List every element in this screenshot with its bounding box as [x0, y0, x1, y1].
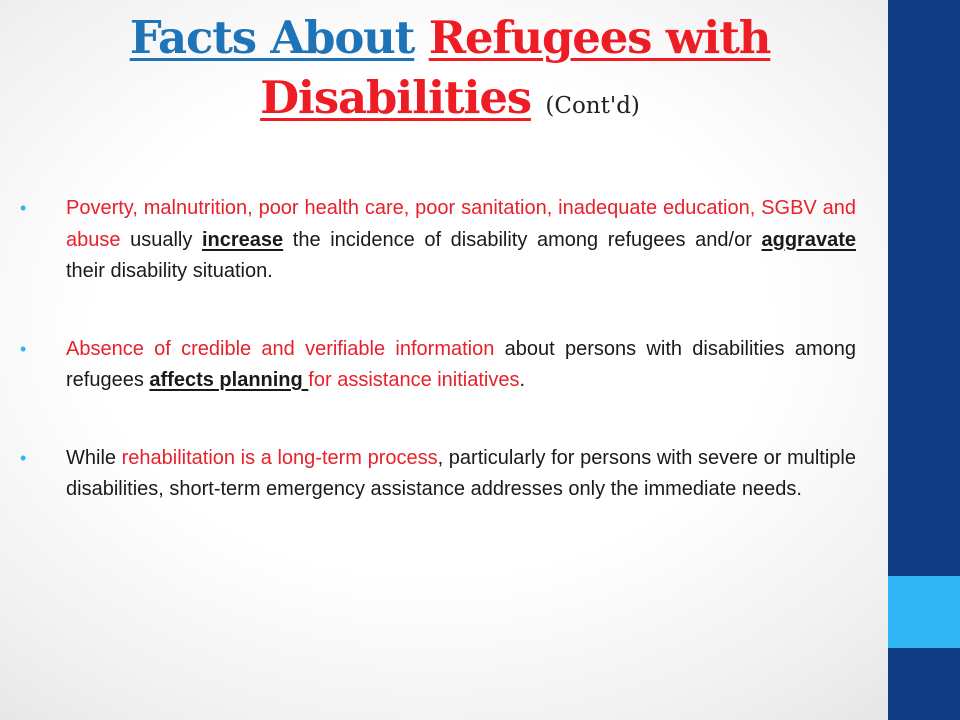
bullet-2-emphasis-affects-planning: affects planning [149, 369, 309, 391]
bullet-dot-icon: • [20, 447, 27, 468]
bullet-list [20, 193, 856, 552]
bullet-1-red-phrase: Poverty, malnutrition, poor health care, poor sanitation, inadequate education, SGBV and abuse [66, 197, 856, 251]
title-part-refugees-with: Refugees with [428, 11, 771, 64]
bullet-dot-icon: • [20, 338, 27, 359]
bullet-1-text: usually [120, 228, 202, 251]
title-suffix: (Cont'd) [545, 93, 640, 119]
bullet-2-red-phrase: Absence of credible and verifiable information [66, 337, 495, 360]
bullet-1-text: their disability situation. [66, 260, 273, 282]
bullet-3-text: , particularly for persons with severe or multiple disabilities, short-term emergency assistance addresses only the immediate needs. [66, 446, 856, 500]
bullet-1-text: the incidence of disability among refugees and/or [283, 228, 762, 251]
bullet-item-2 [20, 334, 856, 397]
bullet-2-text: . [519, 369, 526, 391]
bullet-dot-icon: • [20, 198, 27, 218]
title-part-disabilities: Disabilities [260, 71, 531, 124]
bullet-2-text: about persons with disabilities among refugees [66, 337, 856, 391]
title-part-facts-about: Facts About [129, 11, 415, 64]
bullet-item-3 [20, 443, 856, 506]
bullet-3-red-phrase: rehabilitation is a long-term process [121, 446, 438, 469]
bullet-2-red-phrase: for assistance initiatives [308, 369, 520, 391]
slide-title [40, 8, 860, 136]
bullet-item-1 [20, 193, 856, 288]
bullet-1-emphasis-aggravate: aggravate [761, 228, 856, 251]
side-accent-block [888, 576, 960, 648]
bullet-1-emphasis-increase: increase [202, 228, 284, 251]
bullet-3-text: While [66, 446, 122, 469]
